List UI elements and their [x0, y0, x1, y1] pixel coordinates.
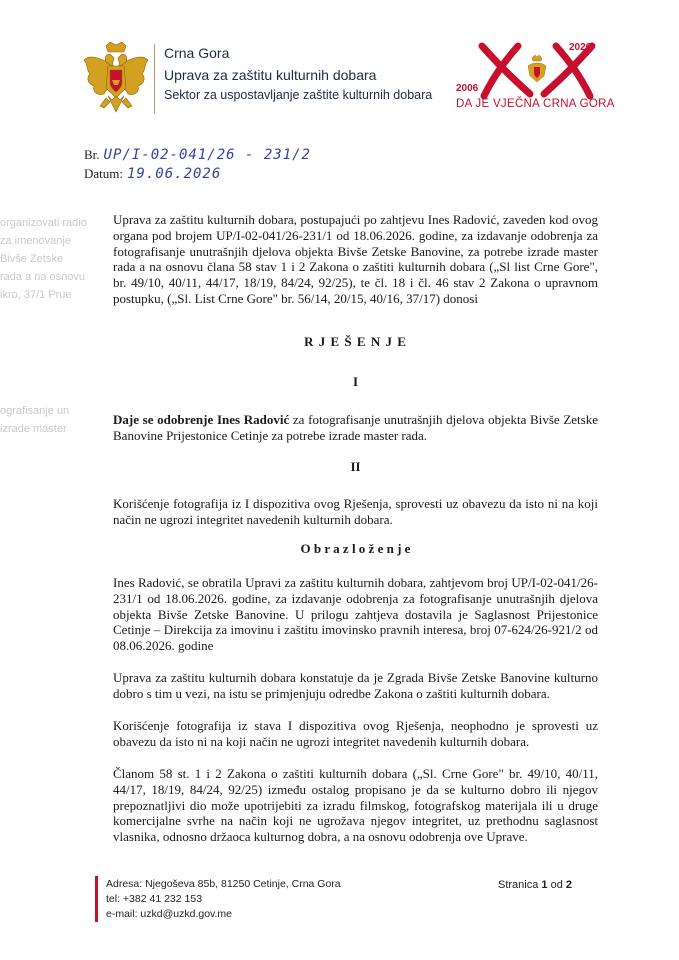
section-2-paragraph: Korišćenje fotografija iz I dispozitiva ovog Rješenja, sprovesti uz obavezu da isto ni na koji način ne ugrozi integritet navedenih kulturnih dobara. — [113, 496, 598, 527]
section-2-numeral: II — [350, 459, 361, 474]
bleed-through-text-2: ografisanje un izrade master — [0, 405, 70, 435]
reference-number-value: UP/I-02-041/26 - 231/2 — [103, 147, 311, 163]
section-1-paragraph — [113, 412, 598, 444]
header-country: Crna Gora — [164, 45, 230, 61]
header-sector-name: Sektor za uspostavljanje zaštite kulturnih dobara — [164, 88, 433, 102]
page-counter: Stranica 1 od 2 — [498, 879, 573, 891]
reasoning-paragraph-3: Korišćenje fotografija iz stava I dispozitiva ovog Rješenja, neophodno je sprovesti uz obavezu da isto ni na koji način ne ugrozi integritet navedenih kulturnih dobara. — [113, 718, 598, 749]
montenegro-coat-of-arms-icon — [80, 40, 152, 126]
reasoning-paragraph-4: Članom 58 st. 1 i 2 Zakona o zaštiti kulturnih dobara („Sl. Crne Gore" br. 49/10, 40/11, 44/17, 18/19, 84/24, 92/25) između ostalog propisano je da se kulturno dobro ili njegov prepoznatljivi dio može upotrijebiti za izradu filmskog, fotografskog materijala ili u druge komercijalne svrhe na način koji ne ugrožava njegov integritet, uz prethodnu saglasnost vlasnika, odnosno držaoca kulturnog dobra, a na osnovu odobrenja ove Uprave. — [113, 766, 598, 845]
footer-phone: tel: +382 41 232 153 — [106, 893, 203, 905]
decision-title: R J E Š E N J E — [304, 334, 407, 349]
page-total: 2 — [565, 879, 573, 891]
footer-accent-bar — [95, 876, 98, 922]
reference-number-label: Br. — [84, 147, 100, 162]
header-office-name: Uprava za zaštitu kulturnih dobara — [164, 67, 377, 83]
section-1-numeral: I — [352, 374, 359, 389]
bleed-through-text: organizovati radio za imenovanje Bivše Zetske rada a na osnovu ikro, 37/1 Prue — [0, 217, 87, 301]
anniversary-year-start: 2006 — [456, 83, 479, 94]
footer-address: Adresa: Njegoševa 85b, 81250 Cetinje, Crna Gora — [106, 878, 341, 890]
header-divider — [154, 44, 155, 114]
reasoning-paragraph-2: Uprava za zaštitu kulturnih dobara konstatuje da je Zgrada Bivše Zetske Banovine kulturno dobro s tim u vezi, na istu se primjenjuju odredbe Zakona o zaštiti kulturnih dobara. — [113, 670, 598, 701]
reasoning-title: O b r a z l o ž e n j e — [300, 541, 411, 556]
reasoning-paragraph-1: Ines Radović, se obratila Upravi za zaštitu kulturnih dobara, zahtjevom broj UP/I-02-041/26-231/1 od 18.06.2026. godine, za izdavanje odobrenja za fotografisanje unutrašnjih djelova objekta Bivše Zetske Banovine. U prilogu zahtjeva dostavila je Saglasnost Prijestonice Cetinje – Direkcija za imovinu i zaštitu imovinsko pravnih interesa, broj 07-624/26-921/2 od 08.06.2026. godine — [113, 575, 598, 654]
page-current: 1 — [541, 879, 548, 891]
reference-date-row — [84, 165, 221, 183]
anniversary-year-end: 2026 — [569, 42, 592, 53]
reference-date-label: Datum: — [84, 166, 123, 181]
reference-number-row — [84, 146, 311, 164]
anniversary-slogan: DA JE VJEČNA CRNA GORA — [456, 98, 615, 110]
intro-paragraph: Uprava za zaštitu kulturnih dobara, postupajući po zahtjevu Ines Radović, zaveden kod ovog organa pod brojem UP/I-02-041/26-231/1 od 18.06.2026. godine, za izdavanje odobrenja za fotografisanje unutrašnjih djelova objekta Bivše Zetske Banovine, za potrebe izrade master rada a na osnovu člana 58 stav 1 i 2 Zakona o zaštiti kulturnih dobara („Sl list Crne Gore", br. 49/10, 40/11, 44/17, 18/19, 84/24, 92/25), te čl. 18 i čl. 46 stav 2 Zakona o upravnom postupku, („Sl. List Crne Gore" br. 56/14, 20/15, 40/16, 37/17) donosi — [113, 212, 598, 306]
footer-email: e-mail: uzkd@uzkd.gov.me — [106, 908, 233, 920]
reference-date-value: 19.06.2026 — [127, 166, 222, 182]
section-1-text: za fotografisanje unutrašnjih djelova objekta Bivše Zetske Banovine Prijestonice Cetinje za potrebe izrade master rada. — [113, 412, 598, 443]
section-1-lead: Daje se odobrenje Ines Radović — [113, 412, 290, 427]
